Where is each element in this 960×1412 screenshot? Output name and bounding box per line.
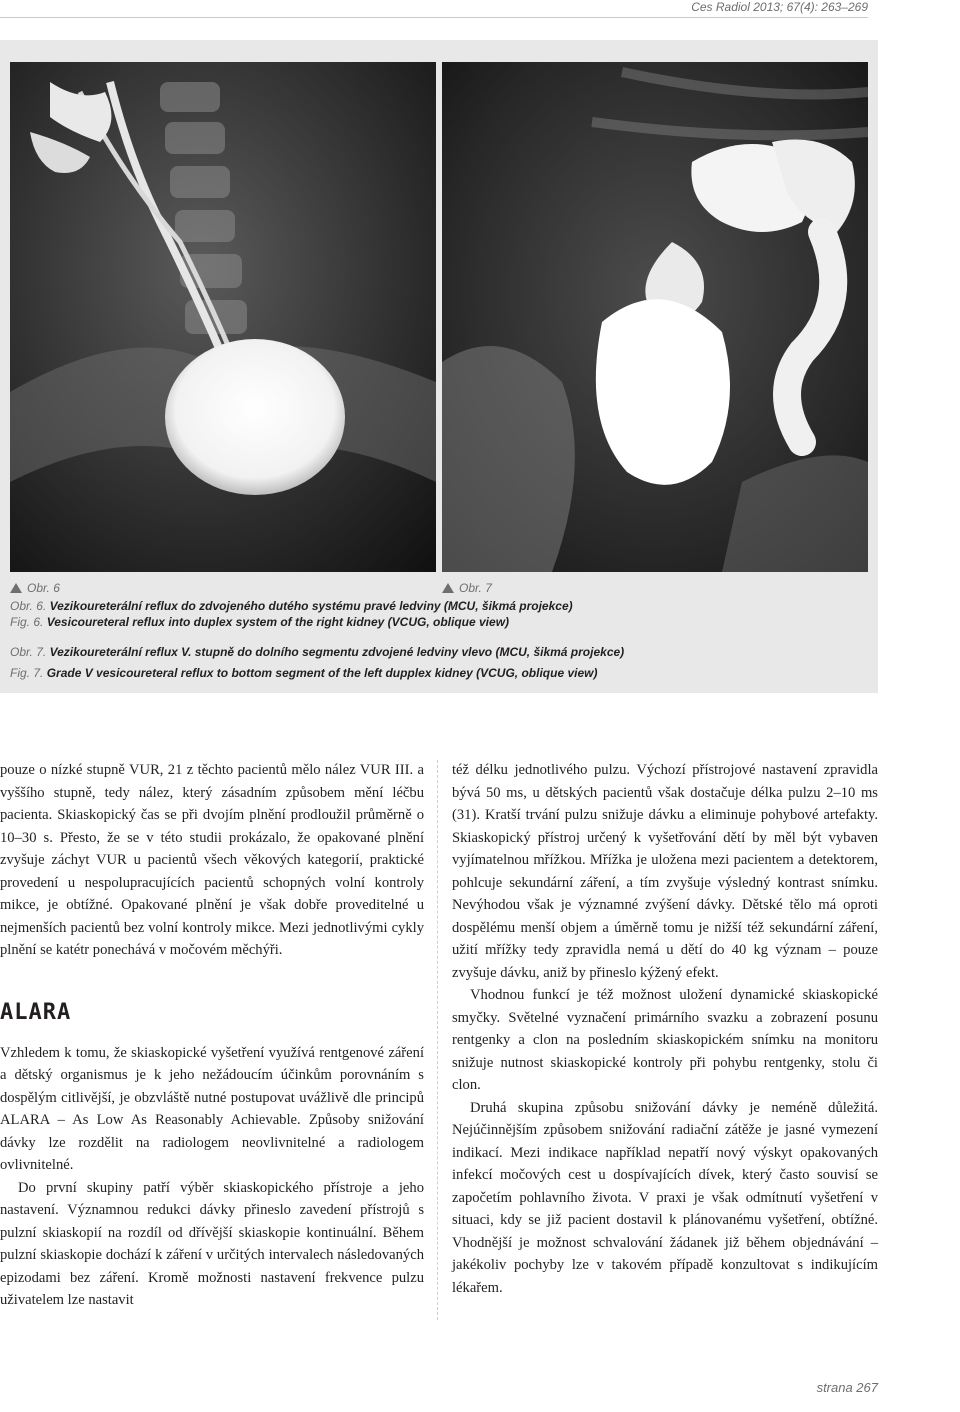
caption-obr6	[10, 599, 870, 614]
caption-fig6	[10, 615, 870, 630]
body-paragraph: pouze o nízké stupně VUR, 21 z těchto pacientů mělo nález VUR III. a vyššího stupně, tedy nález, který zásadním způsobem mění léčbu pacienta. Skiaskopický čas se při dvojím plnění prodloužil průměrně o 10–30 s. Přesto, že se v této studii prokázalo, že opakované plnění zvyšuje záchyt VUR u pacientů všech věkových kategorií, praktické provedení u nespolupracujících pacientů schopných volní kontroly mikce, je obtížné. Opakované plnění je však dobře proveditelné u nejmenších pacientů bez volní kontroly mikce. Mezi jednotlivými cykly plnění se katétr ponechává v močovém měchýři.	[0, 762, 424, 958]
caption-text: Vesicoureteral reflux into duplex system of the right kidney (VCUG, oblique view)	[46, 615, 510, 629]
xray-fig7-graphic	[442, 62, 868, 572]
caption-fig7	[10, 666, 870, 681]
xray-image-fig6	[10, 62, 436, 572]
caption-text: Vezikoureterální reflux do zdvojeného dutého systému pravé ledviny (MCU, šikmá projekce)	[49, 599, 573, 613]
figure-7-label: Obr. 7	[459, 581, 492, 595]
body-paragraph: Vzhledem k tomu, že skiaskopické vyšetření využívá rentgenové záření a dětský organismus je k jeho nežádoucím účinkům porovnáním s dospělým citlivější, je obzvláště nutné postupovat uvážlivě dle principů ALARA – As Low As Reasonably Achievable. Způsoby snižování dávky lze rozdělit na radiologem neovlivnitelné a radiologem ovlivnitelné.	[0, 1044, 424, 1173]
body-paragraph: Do první skupiny patří výběr skiaskopického přístroje a jeho nastavení. Významnou redukci dávky přineslo zavedení přístrojů s pulzní skiaskopií na rozdíl od dřívější skiaskopie kontinuální. Během pulzní skiaskopie dochází k záření v určitých intervalech následovaných epizodami bez záření. Kromě možnosti nastavení frekvence pulzu uživatelem lze nastavit	[0, 1179, 424, 1308]
caption-obr7	[10, 645, 870, 660]
figure-6-label: Obr. 6	[27, 581, 60, 595]
body-paragraph: též délku jednotlivého pulzu. Výchozí přístrojové nastavení zpravidla bývá 50 ms, u dětských pacientů však dostačuje délka pulzu 2–10 ms (31). Kratší trvání pulzu snižuje dávku a eliminuje pohybové artefakty. Skiaskopický přístroj určený k vyšetřování dětí by měl být vybaven vyjímatelnou mřížkou. Mřížka je uložena mezi pacientem a detektorem, pohlcuje sekundární záření, a tím zvyšuje výsledný kontrast snímku. Nevýhodou však je významné zvýšení dávky. Dětské tělo má oproti dospělému menší objem a úměrně tomu je nižší též sekundární záření, užití mřížky tedy zpravidla nemá u dětí do 40 kg význam – pouze zvyšuje dávku, aniž by přineslo kýžený efekt.	[452, 762, 878, 981]
header-rule	[0, 17, 868, 18]
column-divider	[437, 760, 438, 1320]
caption-prefix: Obr. 7.	[10, 645, 47, 659]
xray-image-fig7	[442, 62, 868, 572]
caption-text: Vezikoureterální reflux V. stupně do dolního segmentu zdvojené ledviny vlevo (MCU, šikmá projekce)	[49, 645, 625, 659]
page-number: strana 267	[816, 1380, 878, 1395]
caption-prefix: Fig. 7.	[10, 666, 44, 680]
triangle-up-icon	[10, 583, 22, 593]
body-paragraph: Druhá skupina způsobu snižování dávky je neméně důležitá. Nejúčinnějším způsobem snižování radiační zátěže je jasné vymezení indikací. Mezi indikace například nepatří nový výskyt opakovaných infekcí močových cest u dospívajících dívek, který často souvisí se započetím pohlavního života. V praxi je však odmítnutí vyšetření v situaci, kdy se již pacient dostavil k plánovanému vyšetření, obtížné. Vhodnější je možnost schvalování žádanek již během objednávání – jakékoliv pochyby lze v takovém případě konzultovat s indikujícím lékařem.	[452, 1099, 878, 1296]
caption-prefix: Obr. 6.	[10, 599, 47, 613]
caption-text: Grade V vesicoureteral reflux to bottom segment of the left dupplex kidney (VCUG, oblique view)	[46, 666, 598, 680]
figure-panel	[0, 40, 878, 693]
triangle-up-icon	[442, 583, 454, 593]
figure-6-tag	[10, 581, 60, 595]
figure-7-tag	[442, 581, 492, 595]
left-column	[0, 759, 424, 1312]
xray-fig6-graphic	[10, 62, 436, 572]
journal-reference: Ces Radiol 2013; 67(4): 263–269	[691, 0, 868, 14]
right-column	[452, 759, 878, 1299]
caption-prefix: Fig. 6.	[10, 615, 44, 629]
section-heading-alara: ALARA	[0, 999, 72, 1025]
body-paragraph: Vhodnou funkcí je též možnost uložení dynamické skiaskopické smyčky. Světelné vyznačení primárního svazku a zobrazení posunu rentgenky a clon na posledním skiaskopickém snímku na monitoru snižuje nutnost skiaskopické kontroly při pohybu rentgenky, stolu či clon.	[452, 987, 878, 1093]
